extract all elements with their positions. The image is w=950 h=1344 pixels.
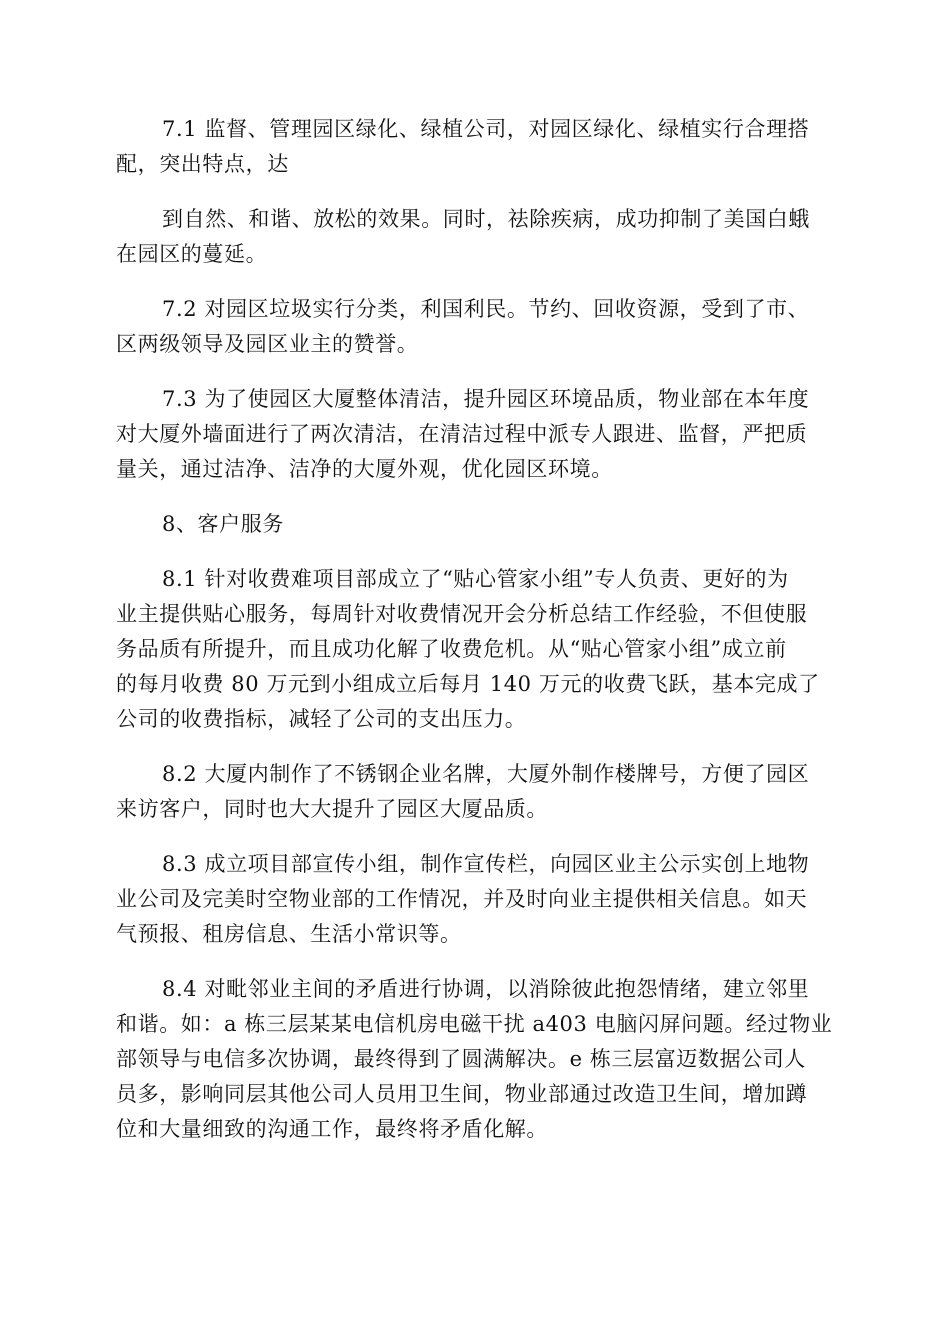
paragraph-7-3 xyxy=(116,382,836,487)
text-line: 7.3 为了使园区大厦整体清洁，提升园区环境品质，物业部在本年度 xyxy=(162,387,810,411)
paragraph-8-4 xyxy=(116,972,836,1147)
paragraph-7-1-part-2 xyxy=(116,202,836,272)
text-line: 和谐。如：a 栋三层某某电信机房电磁干扰 a403 电脑闪屏问题。经过物业 xyxy=(116,1012,833,1036)
text-line: 8.2 大厦内制作了不锈钢企业名牌，大厦外制作楼牌号，方便了园区 xyxy=(162,762,810,786)
text-line: 8.4 对毗邻业主间的矛盾进行协调，以消除彼此抱怨情绪，建立邻里 xyxy=(162,977,810,1001)
paragraph-8-2 xyxy=(116,757,836,827)
paragraph-8-3 xyxy=(116,847,836,952)
text-line: 员多，影响同层其他公司人员用卫生间，物业部通过改造卫生间，增加蹲 xyxy=(116,1082,808,1106)
paragraph-7-2 xyxy=(116,292,836,362)
paragraph-8-1 xyxy=(116,562,836,737)
document-body xyxy=(116,112,836,1167)
text-line: 量关，通过洁净、洁净的大厦外观，优化园区环境。 xyxy=(116,457,613,481)
text-line: 业公司及完美时空物业部的工作情况，并及时向业主提供相关信息。如天 xyxy=(116,887,808,911)
text-line: 8、客户服务 xyxy=(162,512,284,536)
text-line: 到自然、和谐、放松的效果。同时，祛除疾病，成功抑制了美国白蛾 xyxy=(162,207,810,231)
text-line: 区两级领导及园区业主的赞誉。 xyxy=(116,332,419,356)
text-line: 对大厦外墙面进行了两次清洁，在清洁过程中派专人跟进、监督，严把质 xyxy=(116,422,808,446)
text-line: 配，突出特点，达 xyxy=(116,152,289,176)
text-line: 公司的收费指标，减轻了公司的支出压力。 xyxy=(116,707,527,731)
text-line: 7.1 监督、管理园区绿化、绿植公司，对园区绿化、绿植实行合理搭 xyxy=(162,117,810,141)
text-line: 位和大量细致的沟通工作，最终将矛盾化解。 xyxy=(116,1117,548,1141)
text-line: 7.2 对园区垃圾实行分类，利国利民。节约、回收资源，受到了市、 xyxy=(162,297,810,321)
text-line: 8.3 成立项目部宣传小组，制作宣传栏，向园区业主公示实创上地物 xyxy=(162,852,810,876)
text-line: 务品质有所提升，而且成功化解了收费危机。从“贴心管家小组”成立前 xyxy=(116,637,787,661)
section-heading-customer-service xyxy=(116,507,836,542)
text-line: 部领导与电信多次协调，最终得到了圆满解决。e 栋三层富迈数据公司人 xyxy=(116,1047,806,1071)
text-line: 业主提供贴心服务，每周针对收费情况开会分析总结工作经验，不但使服 xyxy=(116,602,808,626)
text-line: 在园区的蔓延。 xyxy=(116,242,268,266)
text-line: 来访客户，同时也大大提升了园区大厦品质。 xyxy=(116,797,548,821)
text-line: 8.1 针对收费难项目部成立了“贴心管家小组”专人负责、更好的为 xyxy=(162,567,789,591)
text-line: 气预报、租房信息、生活小常识等。 xyxy=(116,922,462,946)
text-line: 的每月收费 80 万元到小组成立后每月 140 万元的收费飞跃，基本完成了 xyxy=(116,672,820,696)
paragraph-7-1-part-1 xyxy=(116,112,836,182)
